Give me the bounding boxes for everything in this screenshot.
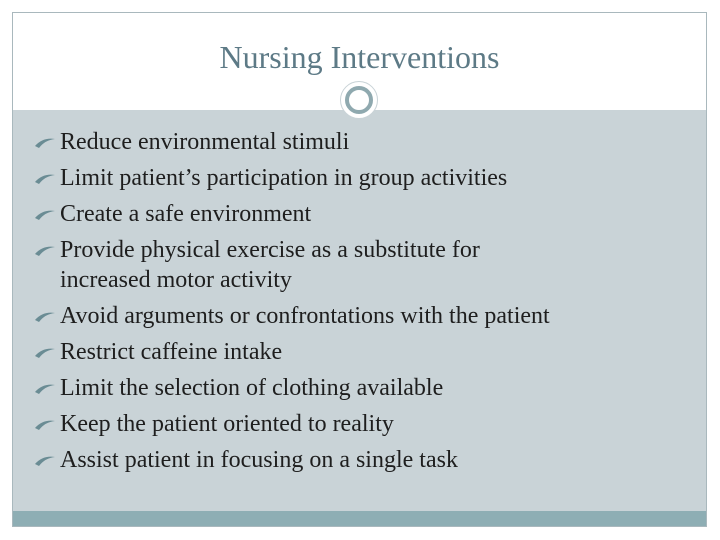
swoosh-bullet-icon xyxy=(33,235,59,265)
bullet-text-continuation: increased motor activity xyxy=(60,267,292,293)
bullet-text: Assist patient in focusing on a single task xyxy=(60,447,458,473)
ring-inner xyxy=(345,86,373,114)
bullet-text: Reduce environmental stimuli xyxy=(60,129,350,155)
bullet-text: Limit patient’s participation in group activities xyxy=(60,165,508,191)
bullet-item xyxy=(33,337,696,367)
ring-ornament-icon xyxy=(340,81,378,119)
bullet-text: Avoid arguments or confrontations with the patient xyxy=(60,303,550,329)
swoosh-bullet-icon xyxy=(33,409,59,439)
swoosh-bullet-icon xyxy=(33,445,59,475)
swoosh-bullet-icon xyxy=(33,127,59,157)
bullet-item xyxy=(33,301,696,331)
swoosh-bullet-icon xyxy=(33,337,59,367)
slide xyxy=(12,12,707,527)
bullet-item xyxy=(33,409,696,439)
bullet-text: Restrict caffeine intake xyxy=(60,339,283,365)
bullet-text: Create a safe environment xyxy=(60,201,312,227)
bullet-item xyxy=(33,235,696,295)
bullet-item xyxy=(33,163,696,193)
swoosh-bullet-icon xyxy=(33,199,59,229)
bullet-item xyxy=(33,127,696,157)
swoosh-bullet-icon xyxy=(33,301,59,331)
bullet-item xyxy=(33,373,696,403)
bullet-list xyxy=(33,127,696,481)
bullet-text: Keep the patient oriented to reality xyxy=(60,411,394,437)
bullet-item xyxy=(33,199,696,229)
swoosh-bullet-icon xyxy=(33,163,59,193)
slide-title: Nursing Interventions xyxy=(219,39,500,75)
footer-band xyxy=(13,511,706,526)
bullet-text: Limit the selection of clothing available xyxy=(60,375,444,401)
swoosh-bullet-icon xyxy=(33,373,59,403)
bullet-text: Provide physical exercise as a substitute for xyxy=(60,237,480,263)
bullet-item xyxy=(33,445,696,475)
